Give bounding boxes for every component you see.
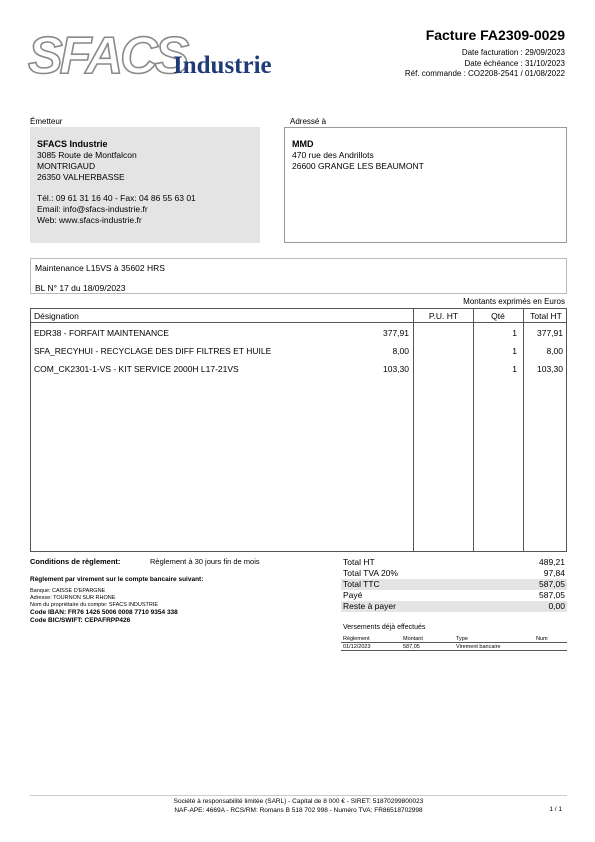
payment-type: Virement bancaire bbox=[456, 644, 501, 650]
row-designation: SFA_RECYHUI - RECYCLAGE DES DIFF FILTRES ET HUILE bbox=[34, 346, 272, 356]
total-label: Total TTC bbox=[343, 579, 380, 589]
total-label: Reste à payer bbox=[343, 601, 396, 611]
row-total: 8,00 bbox=[546, 346, 563, 356]
total-value: 587,05 bbox=[539, 590, 565, 600]
total-label: Total TVA 20% bbox=[343, 568, 398, 578]
bank-iban: Code IBAN: FR76 1426 5006 0008 7710 9354 338 bbox=[30, 609, 178, 616]
invoice-meta bbox=[405, 48, 565, 80]
footer bbox=[30, 797, 567, 815]
payments-col-type: Type bbox=[456, 636, 468, 642]
bank-name: Banque: CAISSE D'EPARGNE bbox=[30, 588, 106, 594]
footer-legal-line: NAF-APE: 4669A - RCS/RM: Romans B 518 702 998 - Numéro TVA: FR86518702998 bbox=[174, 807, 423, 814]
items-table bbox=[30, 308, 567, 552]
company-logo bbox=[28, 27, 288, 86]
notes-line: BL N° 17 du 18/09/2023 bbox=[35, 283, 126, 293]
total-row bbox=[341, 590, 567, 601]
col-unit-price: P.U. HT bbox=[428, 311, 459, 321]
total-row bbox=[341, 579, 567, 590]
table-row bbox=[31, 342, 566, 358]
total-value: 0,00 bbox=[548, 601, 565, 611]
total-value: 97,84 bbox=[543, 568, 565, 578]
emitter-web: Web: www.sfacs-industrie.fr bbox=[37, 215, 142, 225]
col-quantity: Qté bbox=[491, 311, 505, 321]
bank-owner: Nom du propriétaire du compte: SFACS INDUSTRIE bbox=[30, 602, 159, 608]
payments-title: Versements déjà effectués bbox=[343, 624, 426, 631]
recipient-address-line: 470 rue des Andrillots bbox=[292, 150, 374, 160]
footer-legal-line: Société à responsabilité limitée (SARL) - Capital de 8 000 € - SIRET: 51870299800023 bbox=[173, 798, 424, 805]
emitter-box bbox=[30, 127, 260, 243]
payments-col-montant: Montant bbox=[403, 636, 423, 642]
recipient-name: MMD bbox=[292, 139, 314, 149]
payments-table bbox=[341, 635, 567, 651]
total-row bbox=[341, 601, 567, 612]
emitter-email: Email: info@sfacs-industrie.fr bbox=[37, 204, 148, 214]
invoice-date: Date facturation : 29/09/2023 bbox=[461, 48, 565, 57]
invoice-order-ref: Réf. commande : CO2208-2541 / 01/08/2022 bbox=[404, 69, 565, 78]
items-table-header bbox=[31, 309, 566, 323]
payment-amount: 587,05 bbox=[403, 644, 420, 650]
payment-conditions-label: Conditions de règlement: bbox=[30, 557, 121, 566]
row-designation: COM_CK2301-1-VS - KIT SERVICE 2000H L17-21VS bbox=[34, 364, 239, 374]
total-label: Total HT bbox=[343, 557, 375, 567]
invoice-title: Facture FA2309-0029 bbox=[425, 27, 565, 43]
notes-line: Maintenance L15VS à 35602 HRS bbox=[35, 263, 165, 273]
payment-conditions-value: Règlement à 30 jours fin de mois bbox=[150, 557, 260, 566]
row-quantity: 1 bbox=[512, 364, 517, 374]
col-total: Total HT bbox=[530, 311, 562, 321]
row-unit-price: 8,00 bbox=[392, 346, 409, 356]
row-quantity: 1 bbox=[512, 328, 517, 338]
total-value: 489,21 bbox=[539, 557, 565, 567]
bank-transfer-title: Règlement par virement sur le compte bancaire suivant: bbox=[30, 576, 204, 583]
row-total: 103,30 bbox=[537, 364, 563, 374]
notes-box bbox=[30, 258, 567, 294]
emitter-address-line: 26350 VALHERBASSE bbox=[37, 172, 125, 182]
emitter-address-line: MONTRIGAUD bbox=[37, 161, 96, 171]
recipient-box bbox=[284, 127, 567, 243]
total-label: Payé bbox=[343, 590, 363, 600]
col-designation: Désignation bbox=[34, 311, 79, 321]
payments-col-reglement: Règlement bbox=[343, 636, 370, 642]
total-row bbox=[341, 557, 567, 568]
currency-note: Montants exprimés en Euros bbox=[463, 297, 565, 306]
recipient-address-line: 26600 GRANGE LES BEAUMONT bbox=[292, 161, 424, 171]
logo-suffix: Industrie bbox=[173, 52, 272, 79]
row-unit-price: 377,91 bbox=[383, 328, 409, 338]
emitter-label: Émetteur bbox=[30, 117, 63, 126]
row-total: 377,91 bbox=[537, 328, 563, 338]
emitter-address-line: 3085 Route de Montfalcon bbox=[37, 150, 137, 160]
recipient-label: Adressé à bbox=[290, 117, 327, 126]
bank-bic: Code BIC/SWIFT: CEPAFRPP426 bbox=[30, 617, 131, 624]
table-row bbox=[31, 360, 566, 376]
payment-date: 01/12/2023 bbox=[343, 644, 371, 650]
total-row bbox=[341, 568, 567, 579]
row-quantity: 1 bbox=[512, 346, 517, 356]
emitter-phone: Tél.: 09 61 31 16 40 - Fax: 04 86 55 63 01 bbox=[37, 193, 196, 203]
payments-header bbox=[341, 635, 567, 643]
row-unit-price: 103,30 bbox=[383, 364, 409, 374]
bank-address: Adresse: TOURNON SUR RHONE bbox=[30, 595, 116, 601]
page-number: 1 / 1 bbox=[549, 806, 562, 813]
table-row bbox=[31, 324, 566, 340]
payments-row bbox=[341, 643, 567, 651]
row-designation: EDR38 - FORFAIT MAINTENANCE bbox=[34, 328, 169, 338]
emitter-name: SFACS Industrie bbox=[37, 139, 108, 149]
footer-divider bbox=[30, 795, 567, 796]
invoice-due-date: Date échéance : 31/10/2023 bbox=[464, 58, 565, 68]
bank-details bbox=[30, 588, 178, 625]
totals-block bbox=[341, 557, 567, 612]
total-value: 587,05 bbox=[539, 579, 565, 589]
payments-col-num: Num bbox=[536, 636, 548, 642]
logo-brand: SFACS bbox=[28, 27, 187, 85]
